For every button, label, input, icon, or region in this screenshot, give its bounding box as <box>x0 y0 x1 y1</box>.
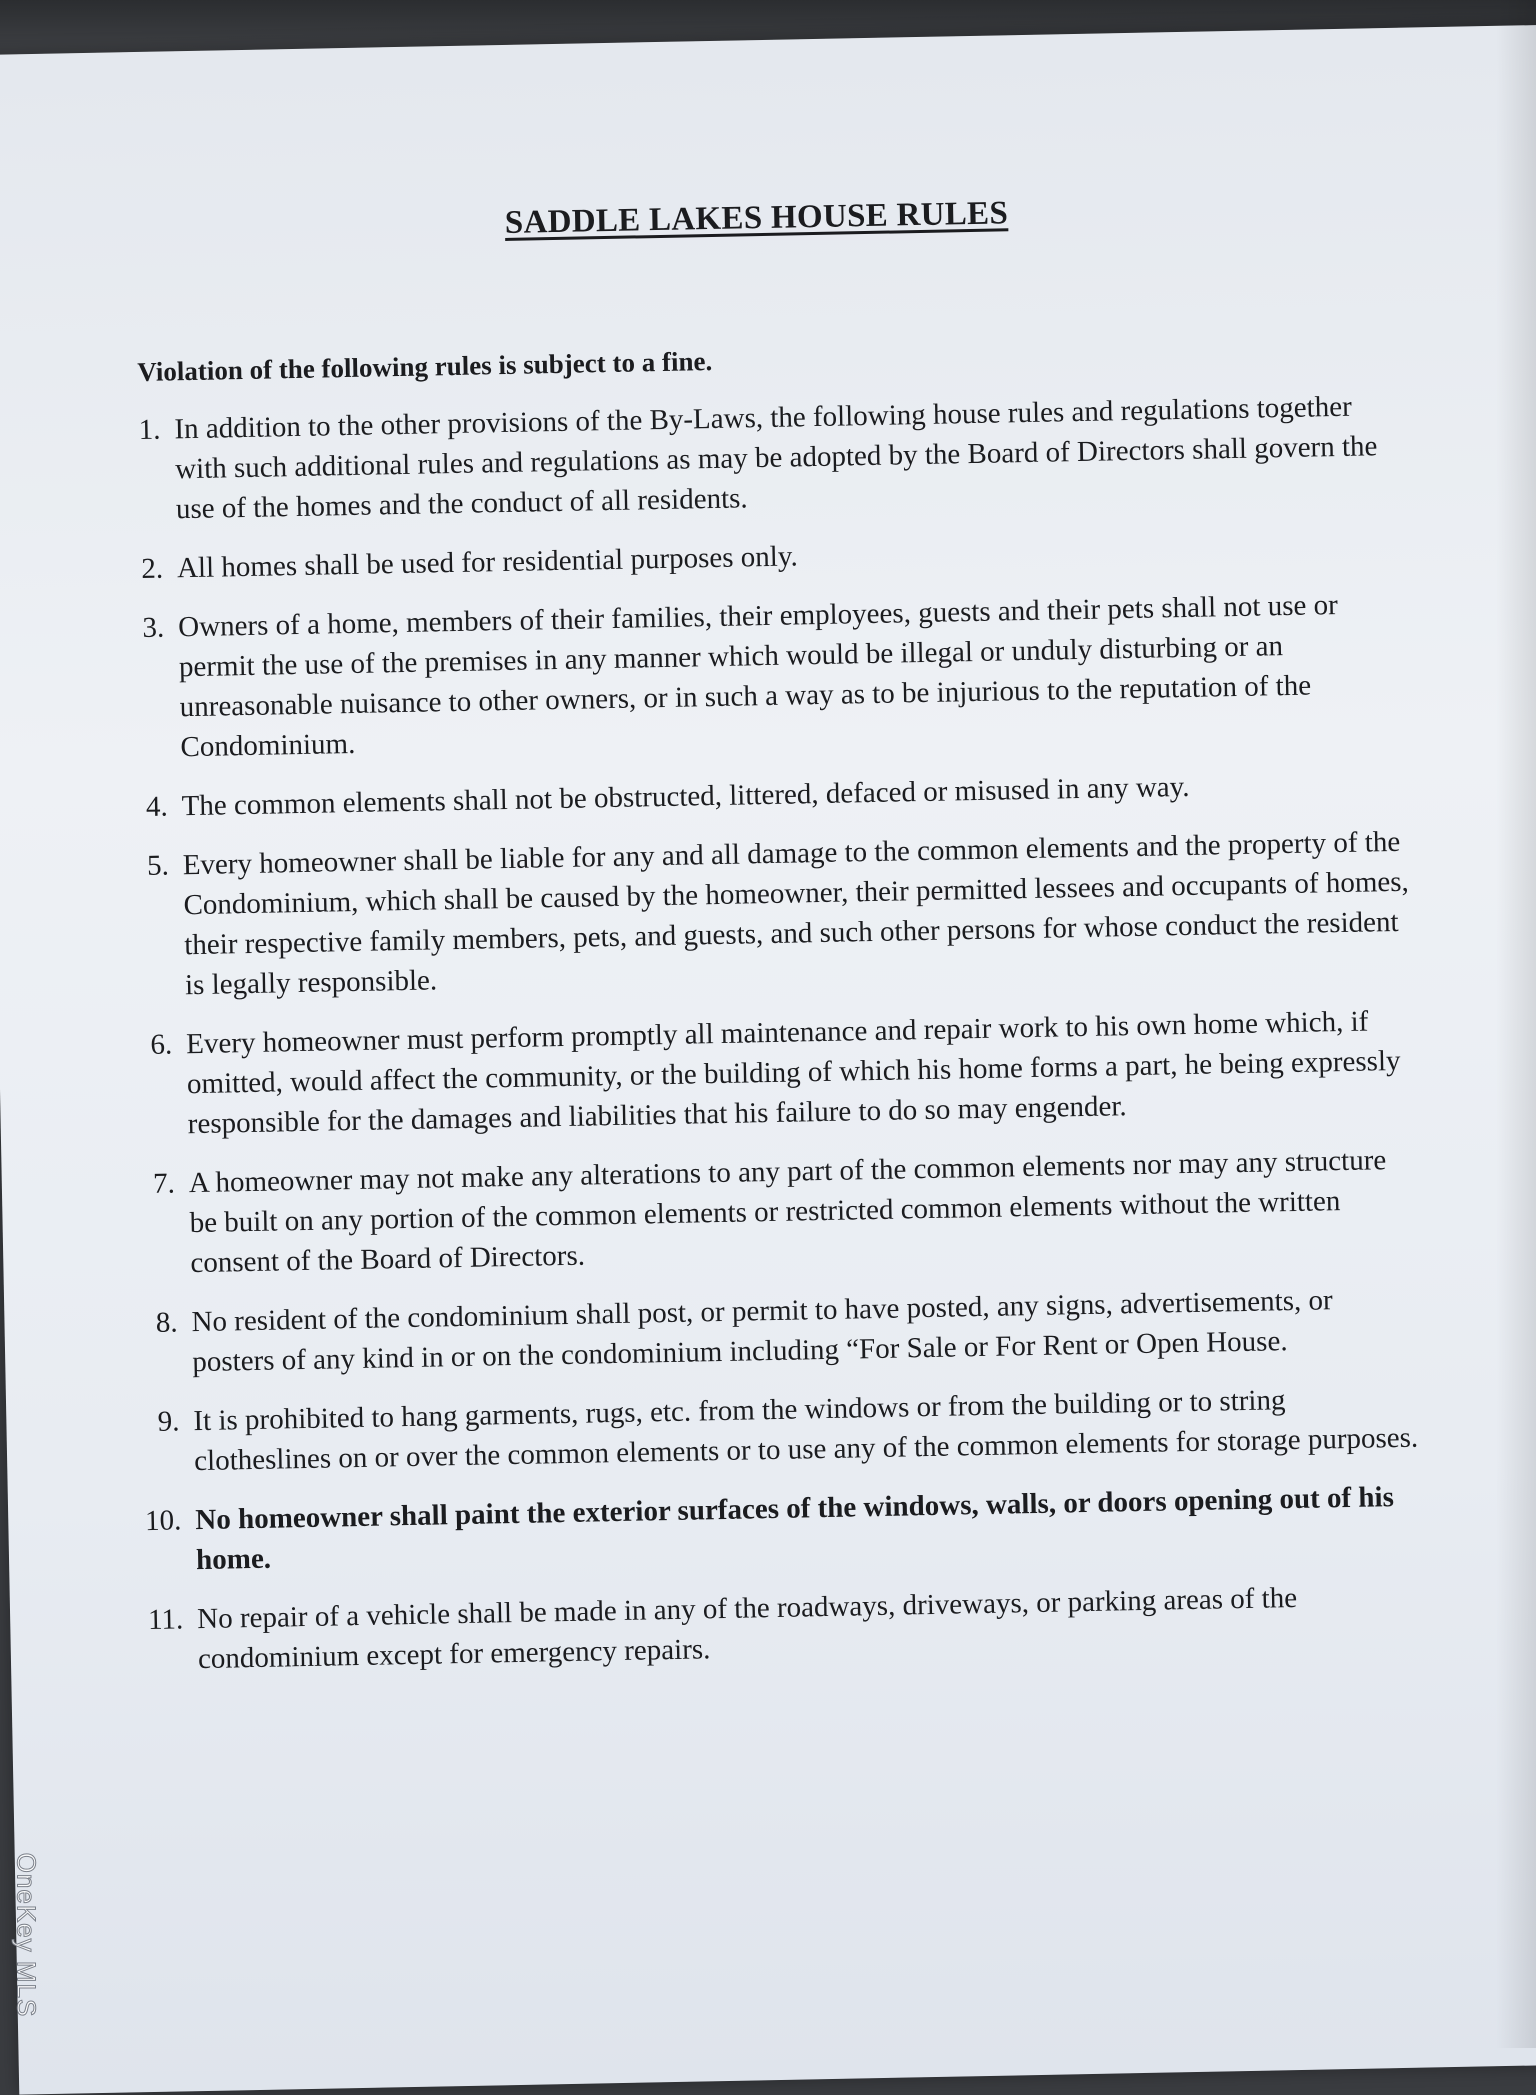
rule-number: 9. <box>157 1405 180 1438</box>
rules-list <box>112 386 1427 1700</box>
rule-text: It is prohibited to hang garments, rugs, etc. from the windows or from the building or to string clotheslines on or over the common elements or to use any of the common elements for storage purposes. <box>193 1384 1419 1478</box>
rule-item <box>124 1001 1416 1146</box>
rule-number: 10. <box>144 1504 182 1538</box>
rule-text: No resident of the condominium shall post, or permit to have posted, any signs, advertisements, or posters of any kind in or on the condominium including “For Sale or For Rent or Open House. <box>191 1284 1333 1379</box>
rule-text: No repair of a vehicle shall be made in any of the roadways, driveways, or parking areas of the condominium except for emergency repairs. <box>196 1581 1298 1676</box>
document-title: SADDLE LAKES HOUSE RULES <box>504 195 1009 241</box>
rule-text: The common elements shall not be obstructed, littered, defaced or misused in any way. <box>181 770 1190 823</box>
rule-number: 8. <box>155 1306 178 1339</box>
rule-item <box>131 1378 1422 1483</box>
rule-text: All homes shall be used for residential purposes only. <box>176 540 798 585</box>
rule-text: Owners of a home, members of their families, their employees, guests and their pets shall not use or permit the use of the premises in any manner which would be illegal or unduly disturbing or an unreasonable nuisance to other owners, or in such a way as to be injurious to the reputation of the Condominium. <box>177 589 1339 764</box>
rule-number: 7. <box>152 1167 176 1200</box>
rule-item <box>133 1477 1424 1582</box>
rule-number: 1. <box>138 413 161 447</box>
rule-text: In addition to the other provisions of the By-Laws, the following house rules and regulations together with such additional rules and regulations as may be adopted by the Board of Directors shall govern the use of the homes and the conduct of all residents. <box>174 390 1378 526</box>
rule-item <box>120 822 1413 1007</box>
watermark <box>6 1830 46 2040</box>
rule-item <box>119 763 1410 828</box>
rule-text: Every homeowner shall be liable for any and all damage to the common elements and the property of the Condominium, which shall be caused by the homeowner, their permitted lessees and occupants of homes, their respective family members, pets, and guests, and such other persons for whose conduct the resident is legally responsible. <box>182 825 1410 1002</box>
rule-item <box>129 1279 1420 1384</box>
rule-number: 3. <box>142 611 165 644</box>
rule-item <box>116 584 1409 769</box>
rule-text: A homeowner may not make any alterations to any part of the common elements nor may any structure be built on any portion of the common elements or restricted common elements without the written consent of the Board of Directors. <box>188 1144 1387 1280</box>
rule-item <box>135 1576 1426 1681</box>
rule-number: 5. <box>146 849 170 882</box>
rule-text: No homeowner shall paint the exterior surfaces of the windows, walls, or doors opening out of his home. <box>195 1481 1395 1577</box>
rule-number: 2. <box>141 552 164 585</box>
rule-item <box>115 525 1406 590</box>
rule-item <box>127 1140 1419 1285</box>
rule-number: 4. <box>145 790 168 823</box>
rule-item <box>112 386 1404 531</box>
watermark-text: OneKey MLS <box>11 1852 42 2018</box>
rule-number: 6. <box>150 1028 173 1061</box>
rule-text: Every homeowner must perform promptly all maintenance and repair work to his own home which, if omitted, would affect the community, or the building of which his home forms a part, he being expressly responsible for the damages and liabilities that his failure to do so may engender. <box>185 1005 1401 1141</box>
fine-notice: Violation of the following rules is subject to a fine. <box>137 345 713 388</box>
rule-number: 11. <box>147 1603 184 1637</box>
